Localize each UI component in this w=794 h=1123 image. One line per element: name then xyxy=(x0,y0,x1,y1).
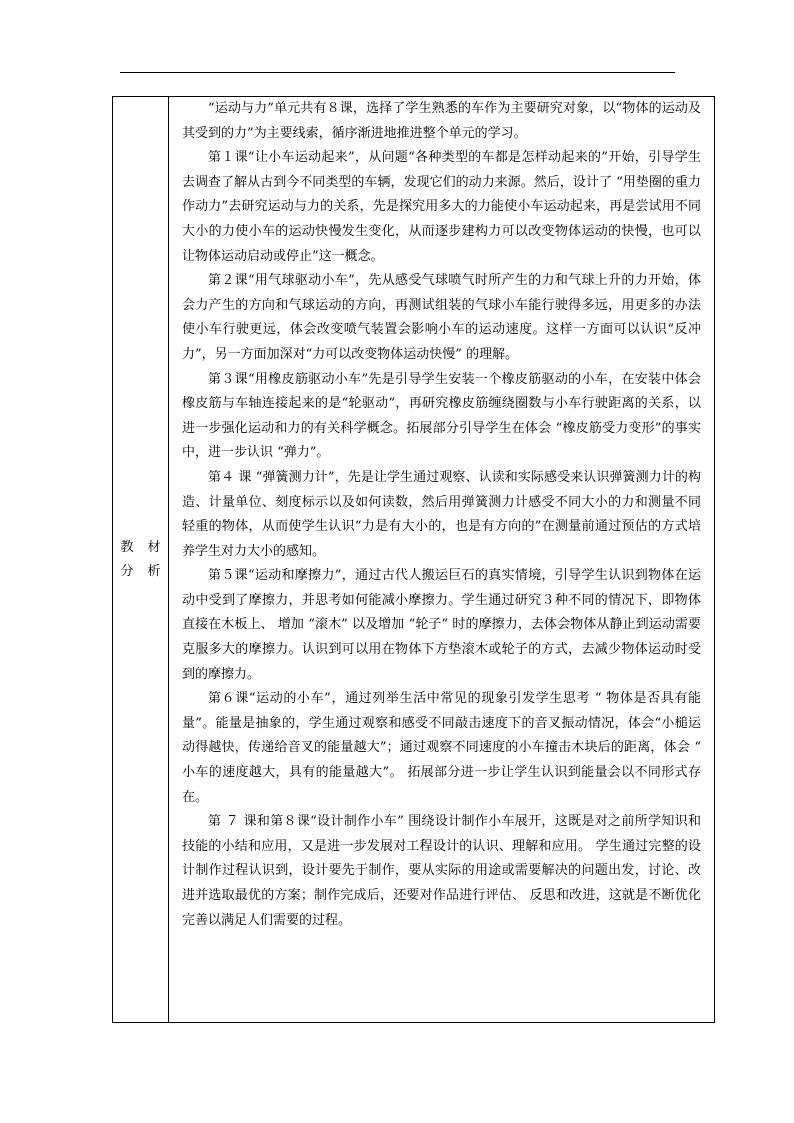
content-cell xyxy=(169,97,714,1022)
paragraph-lesson-4: 第４ 课 “弹簧测力计”，先是让学生通过观察、认读和实际感受来认识弹簧测力计的构造、计量单位、刻度标示以及如何读数，然后用弹簧测力计感受不同大小的力和测量不同轻重的物体，从而使学生认识“力是有大小的，也是有方向的”在测量前通过预估的方式培养学生对力大小的感知。 xyxy=(182,469,701,559)
paragraph-lesson-5: 第５课“运动和摩擦力”，通过古代人搬运巨石的真实情境，引导学生认识到物体在运动中受到了摩擦力，并思考如何能减小摩擦力。学生通过研究３种不同的情况下，即物体直接在木板上、 增加 “滚木” 以及增加 “轮子” 时的摩擦力，去体会物体从静止到运动需要克服多大的摩擦力。认识到可以用在物体下方垫滚木或轮子的方式，去减少物体运动时受到的摩擦力。 xyxy=(182,568,701,682)
header-rule xyxy=(120,72,675,73)
paragraph-intro: “运动与力”单元共有８课，选择了学生熟悉的车作为主要研究对象，以“物体的运动及其受到的力”为主要线索，循序渐进地推进整个单元的学习。 xyxy=(182,101,701,141)
paragraph-lesson-1: 第１课“让小车运动起来”，从问题“各种类型的车都是怎样动起来的”开始，引导学生去调查了解从古到今不同类型的车辆，发现它们的动力来源。然后，设计了 “用垫圈的重力作动力”去研究运动与力的关系，先是探究用多大的力能使小车运动起来，再是尝试用不同大小的力使小车的运动快慢发生变化，从而逐步建构力可以改变物体运动的快慢，也可以让物体运动启动或停止”这一概念。 xyxy=(182,150,701,264)
analysis-table xyxy=(112,96,715,1023)
paragraph-lesson-6: 第６课“运动的小车”，通过列举生活中常见的现象引发学生思考 “ 物体是否具有能量”。能量是抽象的，学生通过观察和感受不同敲击速度下的音叉振动情况，体会“小槌运动得越快，传递给音叉的能量越大”；通过观察不同速度的小车撞击木块后的距离，体会 “ 小车的速度越大，具有的能量越大”。 拓展部分进一步让学生认识到能量会以不同形式存在。 xyxy=(182,691,701,805)
paragraph-lesson-3: 第３课“用橡皮筋驱动小车”先是引导学生安装一个橡皮筋驱动的小车，在安装中体会橡皮筋与车轴连接起来的是“轮驱动”，再研究橡皮筋缠绕圈数与小车行驶距离的关系，以进一步强化运动和力的有关科学概念。拓展部分引导学生在体会 “橡皮筋受力变形”的事实中，进一步认识 “弹力”。 xyxy=(182,371,701,461)
label-cell xyxy=(113,97,169,1022)
paragraph-lesson-7-8: 第 ７ 课和第８课“设计制作小车” 围绕设计制作小车展开，这既是对之前所学知识和技能的小结和应用，又是进一步发展对工程设计的认识、理解和应用。 学生通过完整的设计制作过程认识到，设计要先于制作，要从实际的用途或需要解决的问题出发，讨论、改进并选取最优的方案；制作完成后，还要对作品进行评估、 反思和改进，这就是不断优化完善以满足人们需要的过程。 xyxy=(182,814,701,928)
section-label: 教 材 分析 xyxy=(120,539,161,579)
paragraph-lesson-2: 第２课“用气球驱动小车”，先从感受气球喷气时所产生的力和气球上升的力开始，体会力产生的方向和气球运动的方向，再测试组装的气球小车能行驶得多远，用更多的办法使小车行驶更远，体会改变喷气装置会影响小车的运动速度。这样一方面可以认识“反冲力”，另一方面加深对“力可以改变物体运动快慢” 的理解。 xyxy=(182,273,701,362)
